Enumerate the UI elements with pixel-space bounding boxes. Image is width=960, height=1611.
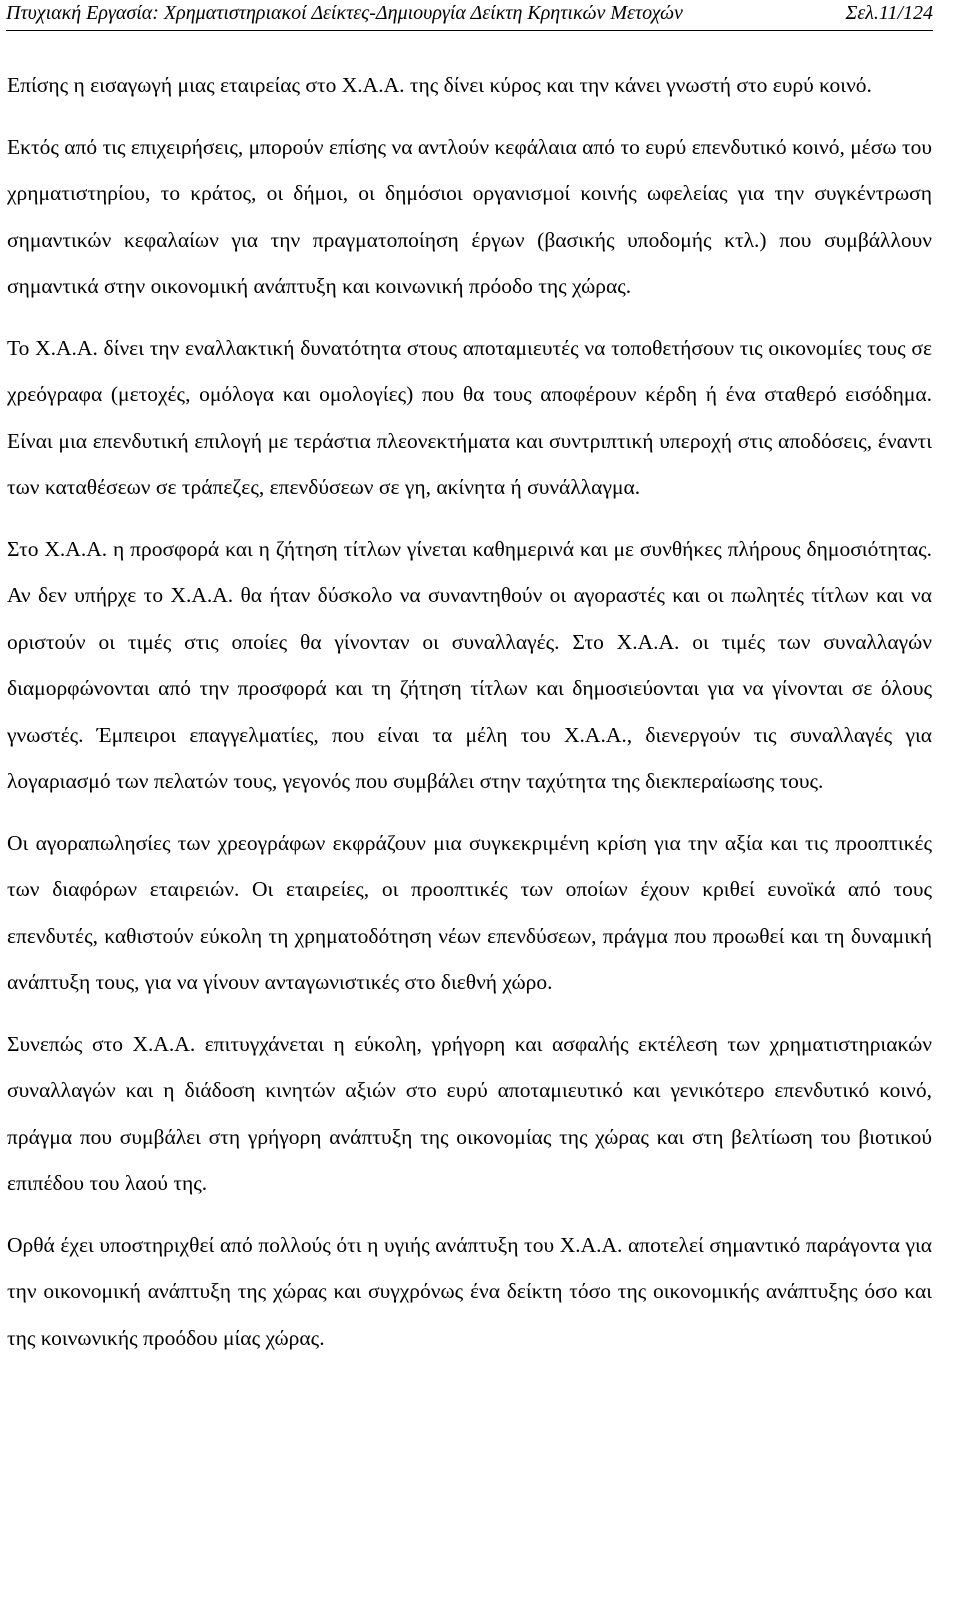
paragraph-5: Οι αγοραπωλησίες των χρεογράφων εκφράζουν μια συγκεκριμένη κρίση για την αξία και τις προοπτικές των διαφόρων εταιρειών. Οι εταιρείες, οι προοπτικές των οποίων έχουν κριθεί ευνοϊκά από τους επενδυτές, καθιστούν εύκολη τη χρηματοδότηση νέων επενδύσεων, πράγμα που προωθεί και τη δυναμική ανάπτυξη τους, για να γίνουν ανταγωνιστικές στο διεθνή χώρο. [7, 830, 932, 994]
paragraph-1: Επίσης η εισαγωγή μιας εταιρείας στο Χ.Α.Α. της δίνει κύρος και την κάνει γνωστή στο ευρύ κοινό. [7, 73, 872, 97]
paragraph-4: Στο Χ.Α.Α. η προσφορά και η ζήτηση τίτλων γίνεται καθημερινά και με συνθήκες πλήρους δημοσιότητας. Αν δεν υπήρχε το Χ.Α.Α. θα ήταν δύσκολο να συναντηθούν οι αγοραστές και οι πωλητές τίτλων και να οριστούν οι τιμές στις οποίες θα γίνονταν οι συναλλαγές. Στο Χ.Α.Α. οι τιμές των συναλλαγών διαμορφώνονται από την προσφορά και τη ζήτηση τίτλων και δημοσιεύονται για να γίνονται σε όλους γνωστές. Έμπειροι επαγγελματίες, που είναι τα μέλη του Χ.Α.Α., διενεργούν τις συναλλαγές για λογαριασμό των πελατών τους, γεγονός που συμβάλει στην ταχύτητα της διεκπεραίωσης τους. [7, 536, 932, 793]
paragraph-7: Ορθά έχει υποστηριχθεί από πολλούς ότι η υγιής ανάπτυξη του Χ.Α.Α. αποτελεί σημαντικό παράγοντα για την οικονομική ανάπτυξη της χώρας και συγχρόνως ένα δείκτη τόσο της οικονομικής ανάπτυξης όσο και της κοινωνικής προόδου μίας χώρας. [7, 1232, 932, 1350]
page-number: Σελ.11/124 [845, 2, 933, 24]
header-title: Πτυχιακή Εργασία: Χρηματιστηριακοί Δείκτες-Δημιουργία Δείκτη Κρητικών Μετοχών [6, 2, 683, 24]
paragraph-2: Εκτός από τις επιχειρήσεις, μπορούν επίσης να αντλούν κεφάλαια από το ευρύ επενδυτικό κοινό, μέσω του χρηματιστηρίου, το κράτος, οι δήμοι, οι δημόσιοι οργανισμοί κοινής ωφελείας για την συγκέντρωση σημαντικών κεφαλαίων για την πραγματοποίηση έργων (βασικής υποδομής κτλ.) που συμβάλλουν σημαντικά στην οικονομική ανάπτυξη και κοινωνική πρόοδο της χώρας. [7, 134, 932, 298]
paragraph-6: Συνεπώς στο Χ.Α.Α. επιτυγχάνεται η εύκολη, γρήγορη και ασφαλής εκτέλεση των χρηματιστηριακών συναλλαγών και η διάδοση κινητών αξιών στο ευρύ αποταμιευτικό και γενικότερο επενδυτικό κοινό, πράγμα που συμβάλει στη γρήγορη ανάπτυξη της οικονομίας της χώρας και στη βελτίωση του βιοτικού επιπέδου του λαού της. [7, 1031, 932, 1195]
page-header [6, 0, 933, 31]
document-body [7, 62, 932, 1376]
paragraph-3: Το Χ.Α.Α. δίνει την εναλλακτική δυνατότητα στους αποταμιευτές να τοποθετήσουν τις οικονομίες τους σε χρεόγραφα (μετοχές, ομόλογα και ομολογίες) που θα τους αποφέρουν κέρδη ή ένα σταθερό εισόδημα. Είναι μια επενδυτική επιλογή με τεράστια πλεονεκτήματα και συντριπτική υπεροχή στις αποδόσεις, έναντι των καταθέσεων σε τράπεζες, επενδύσεων σε γη, ακίνητα ή συνάλλαγμα. [7, 335, 932, 499]
